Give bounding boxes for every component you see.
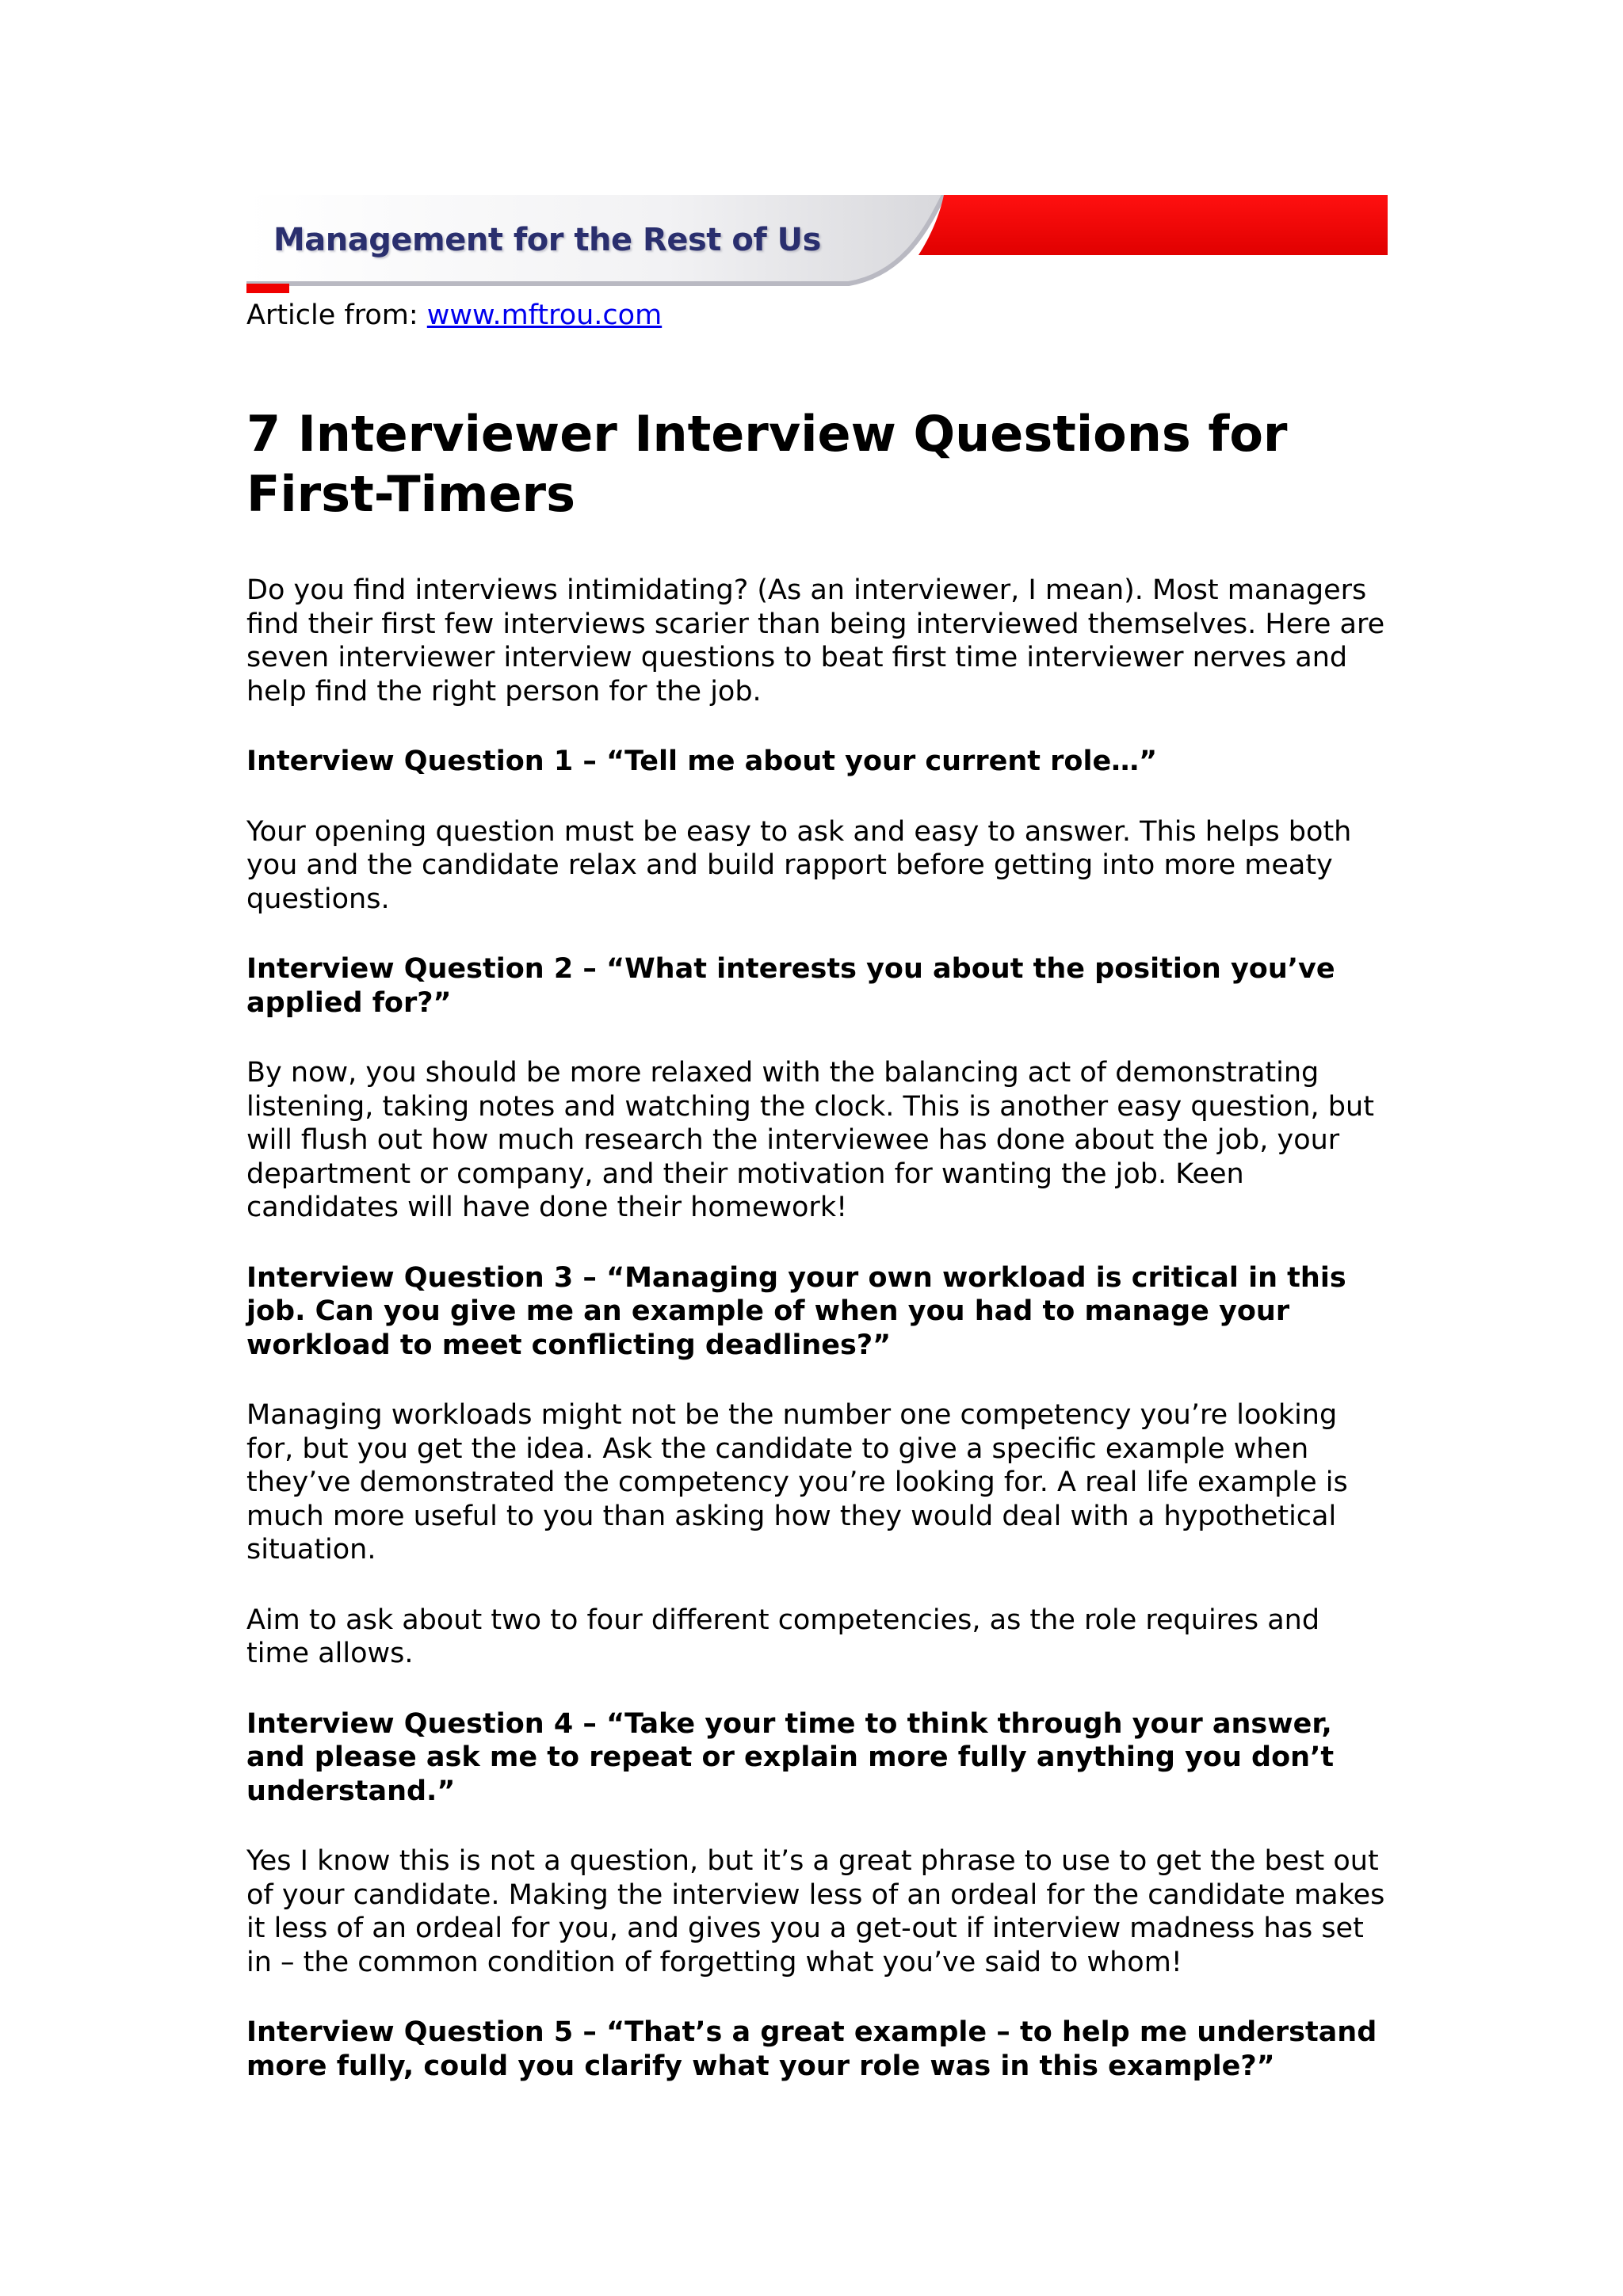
source-label: Article from: <box>246 299 427 331</box>
question-2-heading: Interview Question 2 – “What interests you about the position you’ve applied for?” <box>246 953 1335 1019</box>
source-link[interactable]: www.mftrou.com <box>426 299 663 331</box>
answer-3-paragraph-b: Aim to ask about two to four different competencies, as the role requires and time allows. <box>246 1604 1320 1669</box>
article-body <box>246 404 1388 2119</box>
article-source <box>246 297 662 334</box>
answer-3-paragraph-a: Managing workloads might not be the number one competency you’re looking for, but you get the idea. Ask the candidate to give a specific example when they’ve demonstrated the competency you’re looking for. A real life example is much more useful to you than asking how they would deal with a hypothetical situation. <box>246 1399 1348 1566</box>
question-1-heading: Interview Question 1 – “Tell me about your current role…” <box>246 746 1158 777</box>
question-3-heading: Interview Question 3 – “Managing your own workload is critical in this job. Can you give me an example of when you had to manage your workload to meet conflicting deadlines?” <box>246 1261 1346 1361</box>
answer-1-paragraph: Your opening question must be easy to ask and easy to answer. This helps both you and the candidate relax and build rapport before getting into more meaty questions. <box>246 815 1352 915</box>
answer-2-paragraph: By now, you should be more relaxed with the balancing act of demonstrating listening, taking notes and watching the clock. This is another easy question, but will flush out how much research the interviewee has done about the job, your department or company, and their motivation for wanting the job. Keen candidates will have done their homework! <box>246 1057 1374 1223</box>
header-banner <box>246 195 1388 298</box>
question-5-heading: Interview Question 5 – “That’s a great example – to help me understand more fully, could you clarify what your role was in this example?” <box>246 2016 1377 2082</box>
question-4-heading: Interview Question 4 – “Take your time to think through your answer, and please ask me to repeat or explain more fully anything you don’t understand.” <box>246 1707 1335 1807</box>
article-title: 7 Interviewer Interview Questions for First-Timers <box>246 405 1288 523</box>
answer-4-paragraph: Yes I know this is not a question, but it’s a great phrase to use to get the best out of your candidate. Making the interview less of an ordeal for the candidate makes it less of an ordeal for you, and gives you a get-out if interview madness has set in – the common condition of forgetting what you’ve said to whom! <box>246 1845 1385 1978</box>
banner-title: Management for the Rest of Us <box>273 222 821 258</box>
intro-paragraph: Do you find interviews intimidating? (As an interviewer, I mean). Most managers find their first few interviews scarier than being interviewed themselves. Here are seven interviewer interview questions to beat first time interviewer nerves and help find the right person for the job. <box>246 574 1385 707</box>
